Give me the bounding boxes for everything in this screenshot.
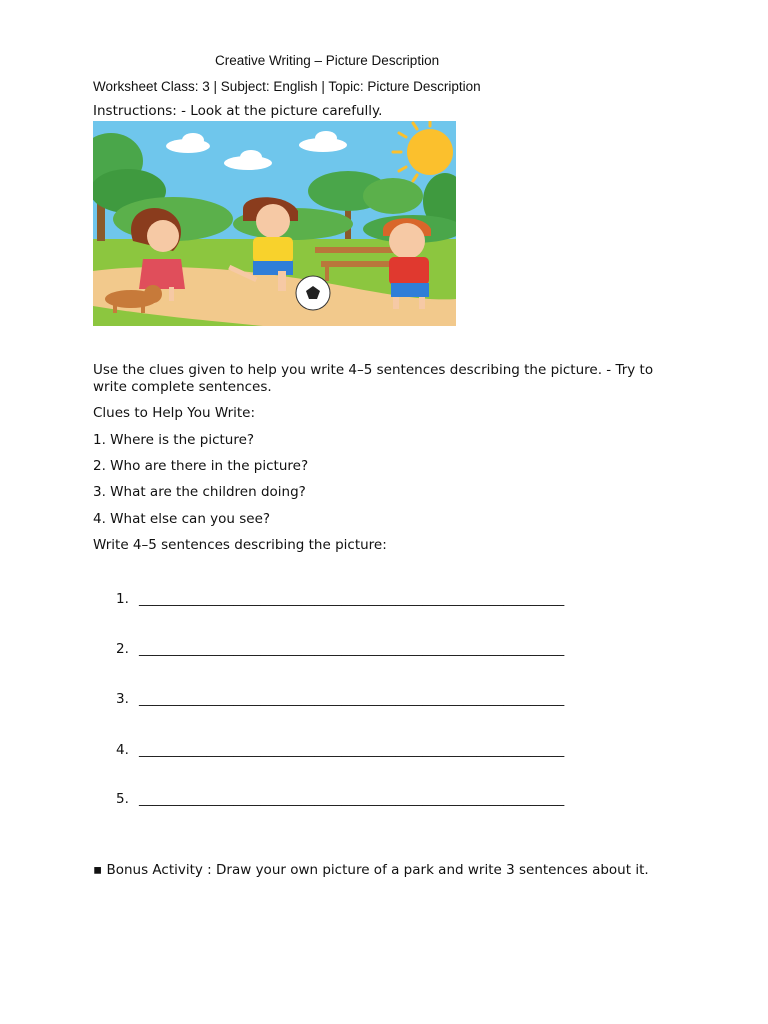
answer-number: 2. bbox=[116, 641, 129, 657]
clue-paragraph: Use the clues given to help you write 4–5 sentences describing the picture. - Try to write complete sentences. bbox=[93, 362, 654, 395]
answer-number: 3. bbox=[116, 691, 129, 707]
answer-blank[interactable]: _______________________________________________________________ bbox=[139, 641, 565, 657]
answer-number: 1. bbox=[116, 591, 129, 607]
worksheet-title: Creative Writing – Picture Description bbox=[215, 53, 440, 68]
answer-blank[interactable]: _______________________________________________________________ bbox=[139, 591, 565, 607]
clues-heading: Clues to Help You Write: bbox=[93, 405, 256, 421]
write-heading: Write 4–5 sentences describing the picture: bbox=[93, 537, 387, 553]
answer-blank[interactable]: _______________________________________________________________ bbox=[139, 691, 565, 707]
children-playing-in-park-illustration bbox=[93, 121, 456, 326]
instructions: Instructions: - Look at the picture carefully. bbox=[93, 103, 383, 119]
clue-item: 3. What are the children doing? bbox=[93, 484, 306, 500]
answer-number: 5. bbox=[116, 791, 129, 807]
soccer-ball bbox=[296, 276, 330, 310]
answer-line-1[interactable] bbox=[116, 591, 564, 608]
answer-line-4[interactable] bbox=[116, 742, 564, 759]
bonus-activity: ▪ Bonus Activity : Draw your own picture of a park and write 3 sentences about it. bbox=[93, 862, 649, 878]
clue-item: 1. Where is the picture? bbox=[93, 432, 255, 448]
answer-line-2[interactable] bbox=[116, 641, 564, 658]
answer-line-5[interactable] bbox=[116, 791, 564, 808]
answer-blank[interactable]: _______________________________________________________________ bbox=[139, 791, 565, 807]
answer-line-3[interactable] bbox=[116, 691, 564, 708]
answer-blank[interactable]: _______________________________________________________________ bbox=[139, 742, 565, 758]
clue-item: 4. What else can you see? bbox=[93, 511, 271, 527]
answer-number: 4. bbox=[116, 742, 129, 758]
clue-item: 2. Who are there in the picture? bbox=[93, 458, 309, 474]
worksheet-meta: Worksheet Class: 3 | Subject: English | Topic: Picture Description bbox=[93, 79, 481, 94]
